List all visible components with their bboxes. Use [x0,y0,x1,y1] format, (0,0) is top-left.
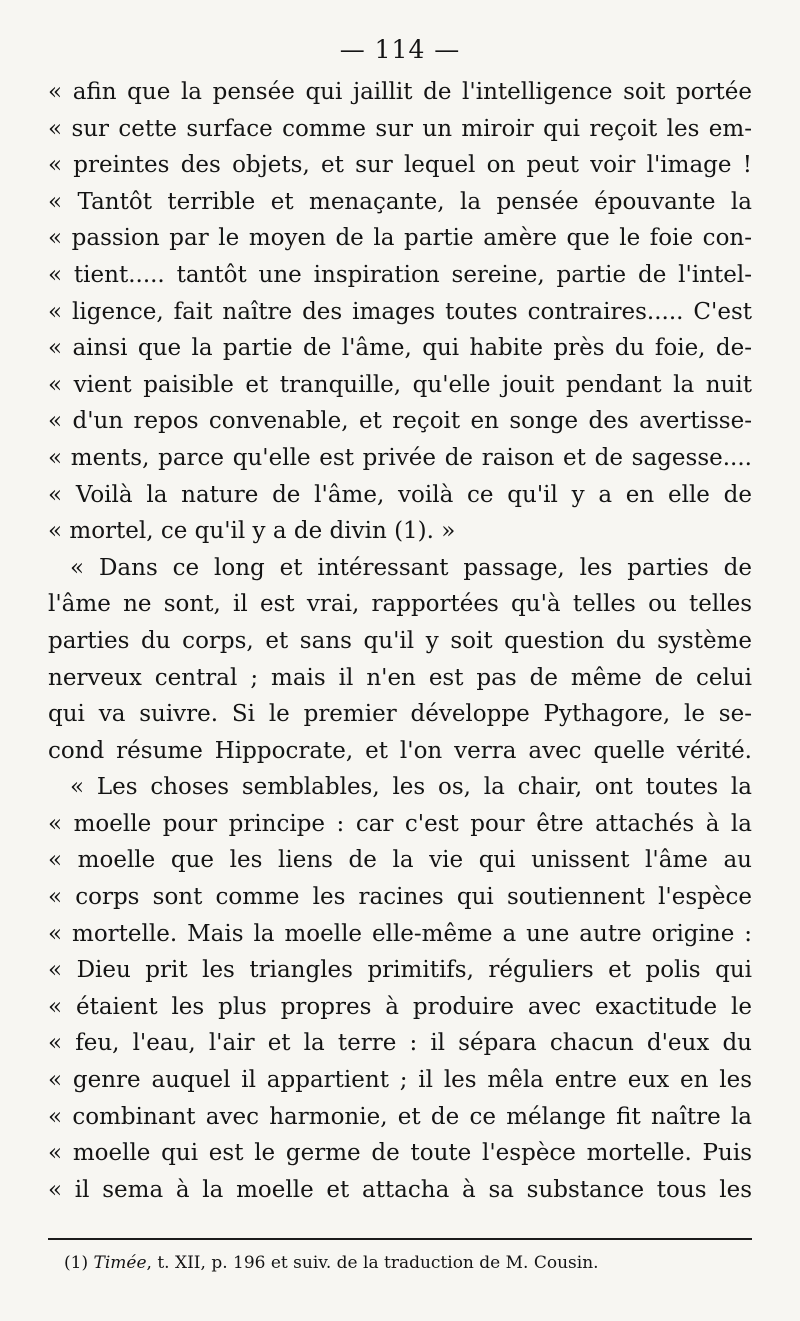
text-line: « moelle que les liens de la vie qui unissent l'âme au [48,847,752,874]
text-line: « Voilà la nature de l'âme, voilà ce qu'il y a en elle de [48,481,752,508]
text-line: « il sema à la moelle et attacha à sa substance tous les [48,1176,752,1203]
text-line: qui va suivre. Si le premier développe Pythagore, le se- [48,701,752,728]
text-line: « feu, l'eau, l'air et la terre : il sépara chacun d'eux du [48,1030,752,1057]
text-line: cond résume Hippocrate, et l'on verra avec quelle vérité. [48,737,752,764]
text-line: « tient..... tantôt une inspiration sereine, partie de l'intel- [48,261,752,288]
text-line: « mortelle. Mais la moelle elle-même a une autre origine : [48,920,752,947]
text-line: « preintes des objets, et sur lequel on peut voir l'image ! [48,152,752,179]
text-line: parties du corps, et sans qu'il y soit question du système [48,627,752,654]
text-line: « sur cette surface comme sur un miroir qui reçoit les em- [48,115,752,142]
text-line: nerveux central ; mais il n'en est pas de même de celui [48,664,752,691]
text-line: « Dans ce long et intéressant passage, les parties de [70,554,752,581]
text-line: « vient paisible et tranquille, qu'elle jouit pendant la nuit [48,371,752,398]
text-line: « d'un repos convenable, et reçoit en songe des avertisse- [48,408,752,435]
footnote-reference: , t. XII, p. 196 et suiv. de la traduction de M. Cousin. [146,1253,599,1273]
text-line: « ainsi que la partie de l'âme, qui habite près du foie, de- [48,335,752,362]
footnote [64,1250,752,1276]
footnote-title: Timée [93,1253,147,1273]
text-line: « Les choses semblables, les os, la chair, ont toutes la [70,774,752,801]
text-line: « étaient les plus propres à produire avec exactitude le [48,993,752,1020]
text-line: « passion par le moyen de la partie amère que le foie con- [48,225,752,252]
text-line: « ligence, fait naître des images toutes contraires..... C'est [48,298,752,325]
text-line: « afin que la pensée qui jaillit de l'intelligence soit portée [48,79,752,105]
page-number: — 114 — [339,35,461,64]
text-line: « mortel, ce qu'il y a de divin (1). » [48,518,456,545]
footnote-divider [48,1238,752,1240]
text-line: « combinant avec harmonie, et de ce mélange fit naître la [48,1103,752,1130]
footnote-marker: (1) [64,1253,89,1273]
text-line: « ments, parce qu'elle est privée de raison et de sagesse.... [48,444,752,471]
body-text [48,74,752,1208]
text-line: « Dieu prit les triangles primitifs, réguliers et polis qui [48,957,752,984]
text-line: « genre auquel il appartient ; il les mêla entre eux en les [48,1067,752,1094]
text-line: l'âme ne sont, il est vrai, rapportées qu'à telles ou telles [48,591,752,618]
text-line: « Tantôt terrible et menaçante, la pensée épouvante la [48,188,752,215]
text-line: « corps sont comme les racines qui soutiennent l'espèce [48,884,752,911]
text-line: « moelle qui est le germe de toute l'espèce mortelle. Puis [48,1140,752,1167]
text-line: « moelle pour principe : car c'est pour être attachés à la [48,810,752,837]
